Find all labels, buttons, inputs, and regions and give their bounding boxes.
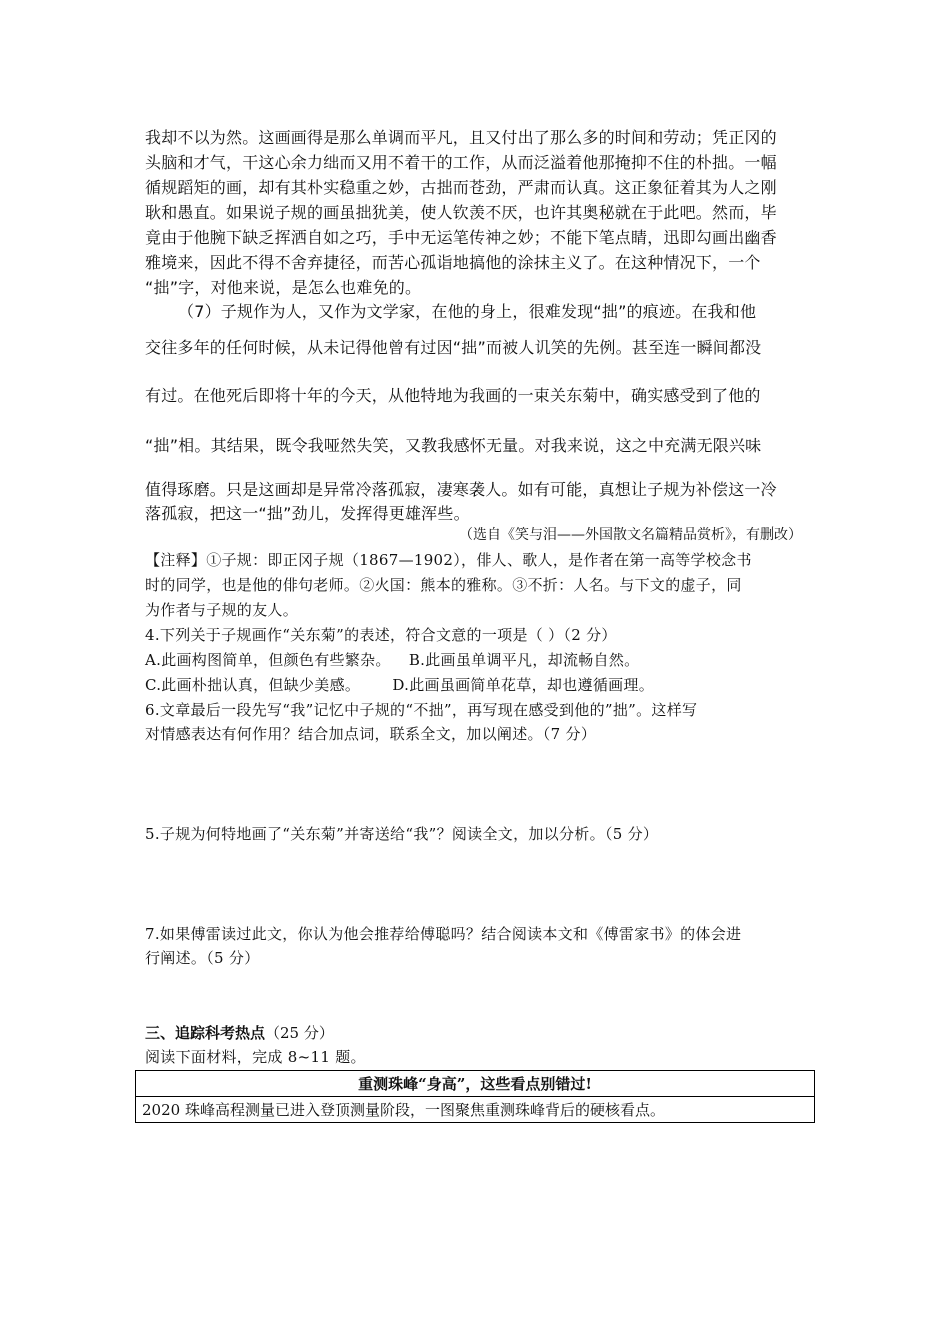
passage-p7-line-1: （7）子规作为人，又作为文学家，在他的身上，很难发现“拙”的痕迹。在我和他 [178, 302, 757, 321]
material-table-body: 2020 珠峰高程测量已进入登顶测量阶段，一图聚焦重测珠峰背后的硬核看点。 [136, 1097, 815, 1123]
question-4-options-row-1 [145, 648, 810, 673]
notes-line-3: 为作者与子规的友人。 [145, 601, 299, 619]
passage-p7-line-5: 值得琢磨。只是这画却是异常冷落孤寂，凄寒袭人。如有可能，真想让子规为补偿这一冷 [145, 480, 777, 499]
section-3-instruction: 阅读下面材料，完成 8~11 题。 [145, 1048, 366, 1066]
notes-line-1: 【注释】①子规：即正冈子规（1867—1902），俳人、歌人，是作者在第一高等学校念书 [145, 551, 752, 569]
passage-p7-line-2: 交往多年的任何时候，从未记得他曾有过因“拙”而被人讥笑的先例。甚至连一瞬间都没 [145, 338, 762, 357]
passage-p6-line-4: 耿和愚直。如果说子规的画虽拙犹美，使人钦羡不厌，也许其奥秘就在于此吧。然而，毕 [145, 203, 777, 222]
question-7-line-2: 行阐述。（5 分） [145, 949, 260, 967]
question-4-option-c: C.此画朴拙认真，但缺少美感。 [145, 676, 361, 694]
question-4-stem: 4.下列关于子规画作“关东菊”的表述，符合文意的一项是（ ）（2 分） [145, 626, 617, 644]
table-row [136, 1097, 815, 1123]
question-6-line-2: 对情感表达有何作用？结合加点词，联系全文，加以阐述。（7 分） [145, 725, 597, 743]
question-4-option-b: B.此画虽单调平凡，却流畅自然。 [408, 651, 640, 669]
passage-p6-line-6: 雅境来，因此不得不舍弃捷径，而苦心孤诣地搞他的涂抹主义了。在这种情况下，一个 [145, 253, 761, 272]
section-3-title-text: 三、追踪科考热点 [145, 1024, 266, 1042]
passage-p7-line-6: 落孤寂，把这一“拙”劲儿，发挥得更雄浑些。 [145, 504, 470, 523]
passage-p6-line-3: 循规蹈矩的画，却有其朴实稳重之妙，古拙而苍劲，严肃而认真。这正象征着其为人之刚 [145, 178, 777, 197]
passage-p6-line-2: 头脑和才气，干这心余力绌而又用不着干的工作，从而泛溢着他那掩抑不住的朴拙。一幅 [145, 153, 777, 172]
question-4-options-row-2 [145, 673, 810, 698]
notes-line-2: 时的同学，也是他的俳句老师。②火国：熊本的雅称。③不折：人名。与下文的虚子，同 [145, 576, 742, 594]
material-table [135, 1070, 815, 1123]
passage-p6-line-5: 竟由于他腕下缺乏挥洒自如之巧，手中无运笔传神之妙；不能下笔点睛，迅即勾画出幽香 [145, 228, 777, 247]
question-4-option-a: A.此画构图简单，但颜色有些繁杂。 [145, 651, 391, 669]
question-6-line-1: 6.文章最后一段先写“我”记忆中子规的“不拙”，再写现在感受到他的”拙”。这样写 [145, 701, 698, 719]
passage-p7-line-4: “拙”相。其结果，既令我哑然失笑，又教我感怀无量。对我来说，这之中充满无限兴味 [145, 436, 762, 455]
material-table-header: 重测珠峰“身高”，这些看点别错过! [136, 1071, 815, 1097]
question-4-option-d: D.此画虽画简单花草，却也遵循画理。 [392, 676, 655, 694]
question-7-line-1: 7.如果傅雷读过此文，你认为他会推荐给傅聪吗？结合阅读本文和《傅雷家书》的体会进 [145, 925, 742, 943]
section-3-title [145, 1022, 334, 1043]
passage-p6-line-1: 我却不以为然。这画画得是那么单调而平凡，且又付出了那么多的时间和劳动；凭正冈的 [145, 128, 777, 147]
passage-p7-line-3: 有过。在他死后即将十年的今天，从他特地为我画的一束关东菊中，确实感受到了他的 [145, 386, 761, 405]
table-row [136, 1071, 815, 1097]
question-5: 5.子规为何特地画了“关东菊”并寄送给“我”？阅读全文，加以分析。（5 分） [145, 825, 659, 843]
passage-source: （选自《笑与泪——外国散文名篇精品赏析》，有删改） [459, 527, 802, 543]
passage-p6-line-7: “拙”字，对他来说，是怎么也难免的。 [145, 278, 422, 297]
section-3-score: （25 分） [265, 1024, 334, 1042]
